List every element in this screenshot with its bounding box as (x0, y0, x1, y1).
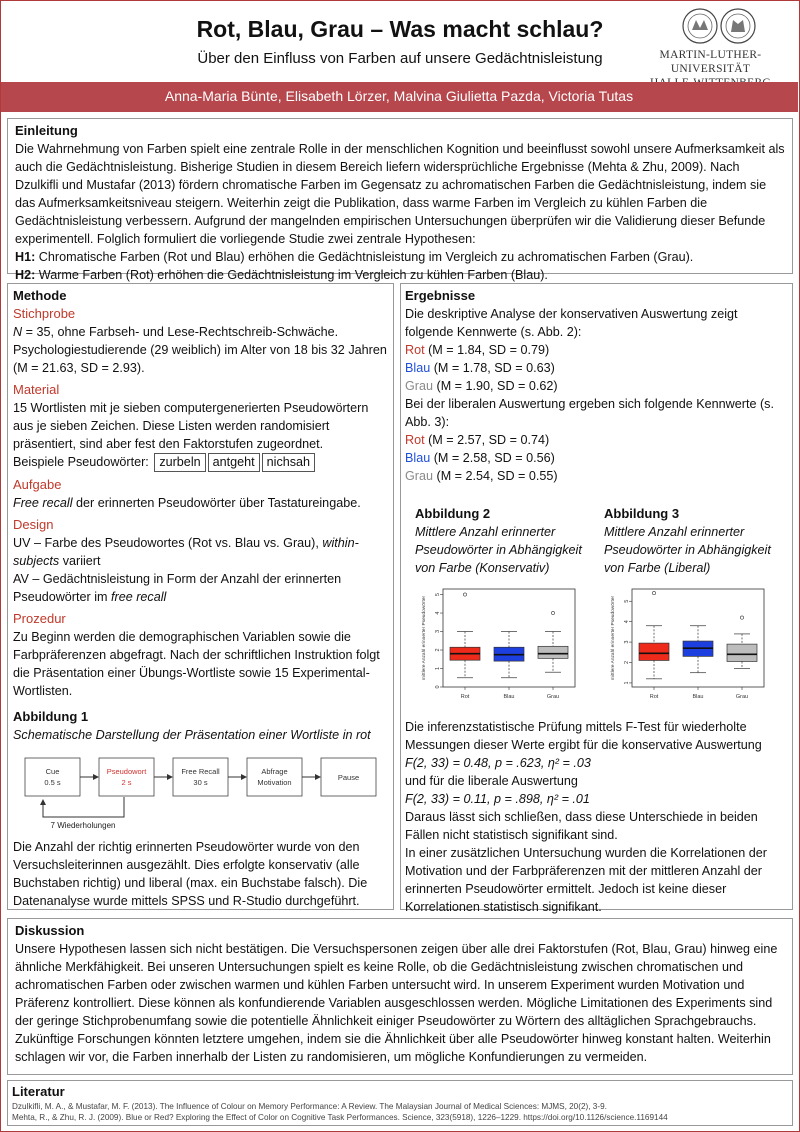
flow-node-0 (25, 758, 80, 796)
boxplot-liberal (604, 583, 769, 708)
figure-1-title: Abbildung 1 (13, 709, 89, 724)
kons-grau-label: Grau (405, 379, 433, 393)
aufgabe-italic: Free recall (13, 496, 73, 510)
author-list: Anna-Maria Bünte, Elisabeth Lörzer, Malvina Giulietta Pazda, Victoria Tutas (164, 88, 634, 104)
flow-node-label-0: Cue (45, 767, 60, 776)
y-tick-label: 3 (623, 640, 630, 644)
ergebnisse-intro-lib: Bei der liberalen Auswertung ergeben sich folgende Kennwerte (s. Abb. 3): (405, 397, 774, 429)
x-tick-label: Blau (503, 694, 515, 700)
hypothesis-2 (15, 266, 785, 284)
einleitung-heading: Einleitung (15, 123, 78, 138)
hypothesis-1 (15, 248, 785, 266)
diskussion-body: Unsere Hypothesen lassen sich nicht bestätigen. Die Versuchspersonen zeigen über alle drei Faktorstufen (Rot, Blau, Grau) hinweg eine ähnliche Merkfähigkeit. Bei unseren Untersuchungen spielt es keine Rolle, ob die Gedächtnisleistung zwischen chromatischen und achromatischen Farben oder zwischen warmen und kühlen Farben untersucht wird. In unserem Experiment wurden Motivation und Präferenz kontrolliert. Diese können als konfundierende Variablen ausgeschlossen werden. Mögliche Limitationen des Experiments sind der geringe Stichprobenumfang sowie die potentielle Ähnlichkeit einiger Pseudowörter zu Wörtern des alltäglichen Sprachgebrauchs. Zukünftige Forschungen könnten letztere umgehen, indem sie die Ähnlichkeit über alle Pseudowörter hinweg konstant halten. Weiterhin schlagen wir vor, die Farben innerhalb der Listen zu randomisieren, um mögliche Konfundierungen zu vermeiden. (15, 942, 778, 1064)
ergebnisse-intro-kons: Die deskriptive Analyse der konservativen Auswertung zeigt folgende Kennwerte (s. Abb. 2): (405, 307, 738, 339)
flow-node-3 (247, 758, 302, 796)
ergebnisse-heading: Ergebnisse (405, 288, 476, 303)
stichprobe-n: N (13, 325, 23, 339)
lib-blau (405, 449, 788, 467)
boxplot-konservativ (415, 583, 580, 708)
literatur-heading: Literatur (12, 1084, 65, 1099)
flow-node-sublabel-2: 30 s (193, 778, 208, 787)
flow-node-label-4: Pause (337, 773, 360, 782)
design-uv-italic: within-subjects (13, 536, 359, 568)
flow-node-2 (173, 758, 228, 796)
h1-text: Chromatische Farben (Rot und Blau) erhöhen die Gedächtnisleistung im Vergleich zu achromatischen Farben (Grau). (38, 250, 694, 264)
design-av-italic: free recall (111, 590, 167, 604)
inferenz-middle: und für die liberale Auswertung (405, 774, 578, 788)
inferenz-konservativ: F(2, 33) = 0.48, p = .623, η² = .03 (405, 756, 591, 770)
lib-rot (405, 431, 788, 449)
beispiele-row (13, 453, 388, 472)
kons-blau (405, 359, 788, 377)
figure-2 (415, 505, 604, 708)
methode-heading: Methode (13, 288, 67, 303)
x-tick-label: Grau (546, 694, 560, 700)
h2-label: H2: (15, 268, 36, 282)
reference-2: Mehta, R., & Zhu, R. J. (2009). Blue or Red? Exploring the Effect of Color on Cognitive Task Performances. Science, 323(5918), 1226–1229. https://doi.org/10.1126/science.1169144 (12, 1113, 668, 1122)
figure-3 (604, 505, 788, 708)
poster-subtitle: Über den Einfluss von Farben auf unsere Gedächtnisleistung (197, 50, 603, 67)
outlier-point (551, 611, 554, 614)
aufgabe-text (13, 494, 388, 512)
figure-1-caption: Schematische Darstellung der Präsentation einer Wortliste in rot (13, 728, 371, 742)
y-tick-label: 2 (435, 648, 441, 652)
flow-node-label-2: Free Recall (181, 767, 220, 776)
design-uv-end: variiert (62, 554, 101, 568)
y-tick-label: 0 (435, 685, 441, 689)
x-tick-label: Rot (649, 694, 659, 700)
y-tick-label: 5 (435, 593, 441, 597)
example-word-1: zurbeln (154, 453, 205, 472)
diskussion-heading: Diskussion (15, 923, 85, 938)
prozedur-text: Zu Beginn werden die demographischen Variablen sowie die Farbpräferenzen abgefragt. Nach der schriftlichen Instruktion folgt die Präsentation einer Übungs-Wortliste sowie 15 Experimental-Wortlisten. (13, 630, 380, 698)
lib-rot-stats: (M = 2.57, SD = 0.74) (428, 433, 550, 447)
h1-label: H1: (15, 250, 36, 264)
einleitung-body: Die Wahrnehmung von Farben spielt eine zentrale Rolle in der menschlichen Kognition und beeinflusst sowohl unsere Aufmerksamkeit als auch die Gedächtnisleistung. Bisherige Studien in diesem Bereich liefern widersprüchliche Ergebnisse (Mehta & Zhu, 2009). Nach Dzulkifli und Mustafar (2013) fördern chromatische Farben im Gegensatz zu achromatischen Farben die Gedächtnisleistung, indem sie das Aufmerksamkeitsniveau steigern. Weiterhin zeigt die Publikation, dass warme Farben im Vergleich zu kühlen Farben die Gedächtnisleistung verbessern. Aufgrund der mangelnden empirischen Untersuchungen überprüfen wir die Validierung dieser Befunde experimentell. Folglich formuliert die vorliegende Studie zwei zentrale Hypothesen: (15, 142, 785, 246)
y-tick-label: 2 (623, 660, 630, 665)
design-heading: Design (13, 517, 54, 532)
y-tick-label: 1 (435, 666, 441, 671)
outlier-point (652, 591, 655, 594)
figure-3-title: Abbildung 3 (603, 506, 680, 521)
design-av (13, 570, 388, 606)
x-tick-label: Blau (692, 694, 704, 700)
inferenz-liberal: F(2, 33) = 0.11, p = .898, η² = .01 (405, 792, 590, 806)
aufgabe-heading: Aufgabe (13, 477, 62, 492)
loop-arrow (43, 797, 124, 817)
kons-blau-stats: (M = 1.78, SD = 0.63) (433, 361, 555, 375)
flow-node-label-3: Abfrage (261, 767, 288, 776)
inferenz-conclusion: Daraus lässt sich schließen, dass diese Unterschiede in beiden Fällen nicht statistisch signifikant sind. (405, 810, 758, 842)
figure-3-caption: Mittlere Anzahl erinnerter Pseudowörter in Abhängigkeit von Farbe (Liberal) (603, 525, 771, 575)
y-axis-label: mittlere Anzahl erinnerter Pseudowörter (610, 595, 616, 681)
stichprobe-heading: Stichprobe (13, 306, 76, 321)
x-tick-label: Grau (735, 694, 749, 700)
box-grau (727, 644, 757, 661)
kons-grau-stats: (M = 1.90, SD = 0.62) (436, 379, 558, 393)
aufgabe-body: der erinnerten Pseudowörter über Tastatureingabe. (76, 496, 361, 510)
ergebnisse-box (400, 283, 793, 914)
diskussion-box (7, 918, 793, 1075)
flow-node-1 (99, 758, 154, 796)
box-rot (639, 643, 669, 660)
box-grau (538, 646, 568, 658)
beispiele-label: Beispiele Pseudowörter: (13, 455, 149, 469)
example-word-3: nichsah (262, 453, 315, 472)
x-tick-label: Rot (460, 694, 470, 700)
flow-node-sublabel-3: Motivation (257, 778, 292, 787)
kons-rot-stats: (M = 1.84, SD = 0.79) (428, 343, 550, 357)
lib-grau-stats: (M = 2.54, SD = 0.55) (436, 469, 558, 483)
flow-node-sublabel-1: 2 s (121, 778, 132, 787)
design-uv (13, 534, 388, 570)
inferenz-intro: Die inferenzstatistische Prüfung mittels F-Test für wiederholte Messungen dieser Werte ergibt für die konservative Auswertung (405, 720, 762, 752)
literatur-box (7, 1080, 793, 1126)
lib-rot-label: Rot (405, 433, 425, 447)
y-tick-label: 3 (435, 629, 441, 634)
y-axis-label: mittlere Anzahl erinnerter Pseudowörter (422, 595, 427, 681)
material-heading: Material (13, 382, 60, 397)
kons-rot-label: Rot (405, 343, 425, 357)
lib-blau-label: Blau (405, 451, 431, 465)
example-word-2: antgeht (208, 453, 260, 472)
design-uv-text: UV – Farbe des Pseudowortes (Rot vs. Blau vs. Grau), (13, 536, 319, 550)
kons-blau-label: Blau (405, 361, 431, 375)
kons-grau (405, 377, 788, 395)
seal-right-icon (721, 9, 755, 43)
figure-2-caption: Mittlere Anzahl erinnerter Pseudowörter in Abhängigkeit von Farbe (Konservativ) (415, 525, 582, 575)
lib-grau (405, 467, 788, 485)
y-tick-label: 4 (623, 620, 630, 624)
figures-row (405, 505, 788, 708)
y-tick-label: 1 (623, 681, 630, 685)
design-av-text: AV – Gedächtnisleistung in Form der Anzahl der erinnerten Pseudowörter im (13, 572, 342, 604)
methode-box (7, 283, 394, 910)
prozedur-heading: Prozedur (13, 611, 66, 626)
y-tick-label: 5 (623, 599, 630, 603)
university-line-1: MARTIN-LUTHER-UNIVERSITÄT (659, 49, 762, 75)
stichprobe-text (13, 323, 388, 377)
flow-node-sublabel-0: 0.5 s (44, 778, 61, 787)
outlier-point (463, 593, 466, 596)
y-tick-label: 4 (435, 611, 441, 615)
procedure-flowchart (13, 750, 388, 830)
outlier-point (740, 616, 743, 619)
lib-grau-label: Grau (405, 469, 433, 483)
material-text: 15 Wortlisten mit je sieben computergenerierten Pseudowörtern aus je sieben Zeichen. Diese Listen werden randomisiert präsentiert, sind aber fest den Faktorstufen zugeordnet. (13, 401, 369, 451)
einleitung-box (7, 118, 793, 282)
lib-blau-stats: (M = 2.58, SD = 0.56) (433, 451, 555, 465)
loop-label: 7 Wiederholungen (50, 821, 116, 830)
stichprobe-body: = 35, ohne Farbseh- und Lese-Rechtschreib-Schwäche. Psychologiestudierende (29 weiblich) im Alter von 18 bis 32 Jahren (M = 21.63, SD = 2.93). (13, 325, 387, 375)
poster-title: Rot, Blau, Grau – Was macht schlau? (196, 16, 604, 42)
korrelation-text: In einer zusätzlichen Untersuchung wurden die Korrelationen der Motivation und der Farbpräferenzen mit der mittleren Anzahl der erinnerten Pseudowörter ermittelt. Jedoch ist keine dieser Korrelationen statistisch signifikant. (405, 846, 767, 914)
kons-rot (405, 341, 788, 359)
seal-left-icon (683, 9, 717, 43)
auswertung-text: Die Anzahl der richtig erinnerten Pseudowörter wurde von den Versuchsleiterinnen ausgezählt. Dies erfolgte konservativ (alle Buchstaben richtig) und liberal (max. ein Buchstabe falsch). Die Datenanalyse wurde mittels SPSS und R-Studio durchgeführt. (13, 840, 368, 908)
h2-text: Warme Farben (Rot) erhöhen die Gedächtnisleistung im Vergleich zu kühlen Farben (Blau). (38, 268, 548, 282)
reference-1: Dzulkifli, M. A., & Mustafar, M. F. (2013). The Influence of Colour on Memory Performance: A Review. The Malaysian Journal of Medical Sciences: MJMS, 20(2), 3-9. (12, 1102, 607, 1111)
flow-node-label-1: Pseudowort (106, 767, 147, 776)
figure-2-title: Abbildung 2 (415, 506, 491, 521)
